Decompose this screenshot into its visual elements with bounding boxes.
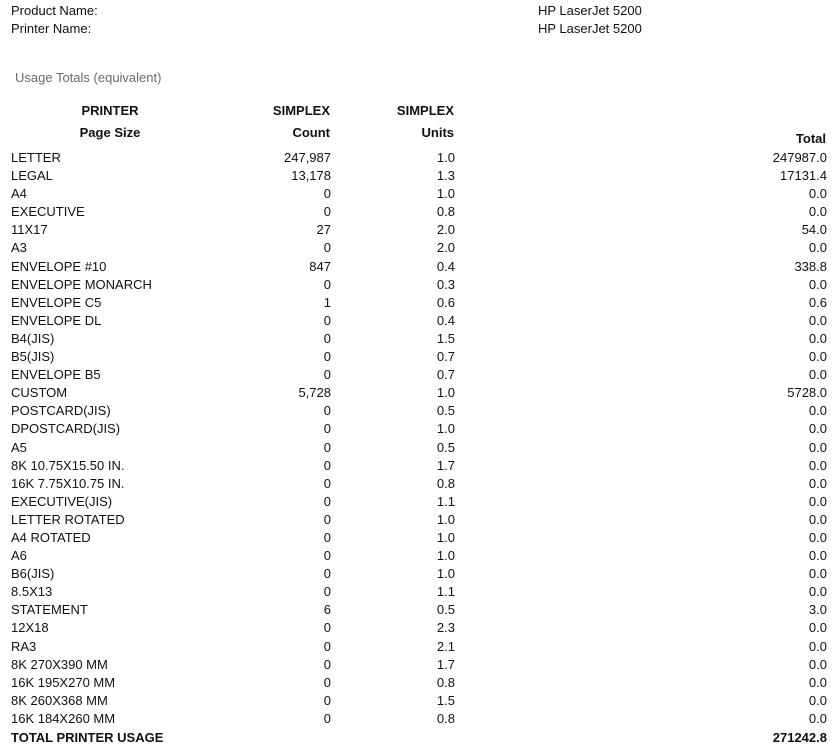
table-row — [0, 457, 840, 475]
table-row — [0, 221, 840, 239]
simplex-units-cell: 0.4 — [436, 258, 455, 274]
table-row — [0, 475, 840, 493]
table-row — [0, 511, 840, 529]
simplex-count-cell: 0 — [323, 186, 331, 202]
total-cell: 0.0 — [808, 620, 827, 636]
total-cell: 0.0 — [808, 312, 827, 328]
simplex-count-cell: 0 — [323, 421, 331, 437]
simplex-units-cell: 2.0 — [436, 240, 455, 256]
simplex-count-cell: 247,987 — [284, 150, 331, 165]
simplex-units-cell: 1.5 — [436, 330, 455, 346]
simplex-count-cell: 0 — [323, 457, 331, 473]
page-size-cell: ENVELOPE B5 — [11, 367, 101, 383]
simplex-units-cell: 0.8 — [436, 710, 455, 726]
table-row — [0, 638, 840, 656]
simplex-count-cell: 0 — [323, 330, 331, 346]
simplex-units-cell: 0.3 — [436, 276, 455, 292]
table-row — [0, 529, 840, 547]
simplex-units-cell: 1.1 — [436, 493, 455, 509]
simplex-units-cell: 1.0 — [436, 186, 455, 202]
header-page-size: Page Size — [79, 125, 141, 140]
total-cell: 0.0 — [808, 475, 827, 491]
usage-table — [0, 149, 840, 728]
simplex-units-cell: 1.0 — [436, 150, 455, 165]
page-size-cell: A4 ROTATED — [11, 529, 91, 545]
grand-total-label: TOTAL PRINTER USAGE — [11, 730, 164, 745]
simplex-count-cell: 0 — [323, 566, 331, 582]
total-cell: 0.0 — [808, 638, 827, 654]
page-size-cell: ENVELOPE #10 — [11, 258, 107, 274]
header-printer: PRINTER — [81, 103, 139, 118]
total-cell: 0.0 — [808, 493, 827, 509]
simplex-count-cell: 5,728 — [298, 385, 331, 401]
table-row — [0, 185, 840, 203]
product-name-label: Product Name: — [11, 3, 98, 18]
page-size-cell: 8K 270X390 MM — [11, 656, 108, 672]
page-size-cell: A6 — [11, 548, 27, 564]
total-cell: 17131.4 — [780, 168, 827, 184]
page-size-cell: 8K 10.75X15.50 IN. — [11, 457, 125, 473]
total-cell: 0.0 — [808, 330, 827, 346]
total-cell: 0.0 — [808, 349, 827, 365]
table-row — [0, 656, 840, 674]
page-size-cell: ENVELOPE C5 — [11, 294, 102, 310]
total-cell: 54.0 — [801, 222, 827, 238]
total-cell: 0.0 — [808, 367, 827, 383]
simplex-count-cell: 0 — [323, 548, 331, 564]
simplex-count-cell: 0 — [323, 529, 331, 545]
total-cell: 0.0 — [808, 584, 827, 600]
header-simplex-units-top: SIMPLEX — [396, 103, 454, 118]
simplex-units-cell: 0.7 — [436, 349, 455, 365]
simplex-count-cell: 0 — [323, 312, 331, 328]
simplex-units-cell: 1.0 — [436, 548, 455, 564]
table-row — [0, 366, 840, 384]
page-size-cell: ENVELOPE MONARCH — [11, 276, 152, 292]
simplex-count-cell: 0 — [323, 403, 331, 419]
total-cell: 0.0 — [808, 276, 827, 292]
page-size-cell: B5(JIS) — [11, 349, 55, 365]
simplex-count-cell: 847 — [309, 258, 331, 274]
header-count: Count — [292, 125, 330, 140]
table-row — [0, 619, 840, 637]
simplex-units-cell: 1.7 — [436, 457, 455, 473]
simplex-units-cell: 1.0 — [436, 566, 455, 582]
simplex-units-cell: 2.0 — [436, 222, 455, 238]
simplex-units-cell: 0.7 — [436, 367, 455, 383]
page-size-cell: LETTER ROTATED — [11, 511, 125, 527]
simplex-count-cell: 0 — [323, 367, 331, 383]
total-cell: 0.0 — [808, 566, 827, 582]
simplex-units-cell: 2.3 — [436, 620, 455, 636]
total-cell: 0.0 — [808, 240, 827, 256]
table-row — [0, 439, 840, 457]
page-size-cell: EXECUTIVE(JIS) — [11, 493, 113, 509]
total-cell: 0.0 — [808, 529, 827, 545]
page-size-cell: A3 — [11, 240, 27, 256]
simplex-count-cell: 0 — [323, 692, 331, 708]
simplex-units-cell: 0.8 — [436, 475, 455, 491]
total-cell: 0.0 — [808, 186, 827, 202]
table-row — [0, 710, 840, 728]
table-row — [0, 167, 840, 185]
table-row — [0, 203, 840, 221]
simplex-count-cell: 0 — [323, 439, 331, 455]
page-size-cell: POSTCARD(JIS) — [11, 403, 111, 419]
table-row — [0, 565, 840, 583]
simplex-units-cell: 1.7 — [436, 656, 455, 672]
table-row — [0, 402, 840, 420]
total-cell: 247987.0 — [772, 150, 827, 165]
table-row — [0, 294, 840, 312]
simplex-count-cell: 0 — [323, 638, 331, 654]
simplex-units-cell: 1.5 — [436, 692, 455, 708]
total-cell: 0.0 — [808, 674, 827, 690]
total-cell: 0.0 — [808, 204, 827, 220]
header-total: Total — [795, 131, 826, 146]
simplex-units-cell: 1.3 — [436, 168, 455, 184]
header-simplex-count-top: SIMPLEX — [272, 103, 330, 118]
section-title: Usage Totals (equivalent) — [15, 70, 162, 85]
simplex-units-cell: 0.5 — [436, 439, 455, 455]
table-row — [0, 601, 840, 619]
page-size-cell: RA3 — [11, 638, 37, 654]
page-size-cell: 11X17 — [11, 222, 48, 238]
table-row — [0, 312, 840, 330]
simplex-count-cell: 0 — [323, 475, 331, 491]
simplex-units-cell: 0.4 — [436, 312, 455, 328]
total-cell: 0.0 — [808, 656, 827, 672]
total-cell: 0.0 — [808, 548, 827, 564]
simplex-units-cell: 0.8 — [436, 204, 455, 220]
page-size-cell: EXECUTIVE — [11, 204, 85, 220]
total-cell: 338.8 — [794, 258, 827, 274]
simplex-count-cell: 0 — [323, 674, 331, 690]
page-size-cell: 12X18 — [11, 620, 49, 636]
page-size-cell: CUSTOM — [11, 385, 68, 401]
header-units: Units — [421, 125, 454, 140]
simplex-count-cell: 13,178 — [291, 168, 331, 184]
simplex-units-cell: 1.0 — [436, 421, 455, 437]
page-size-cell: ENVELOPE DL — [11, 312, 102, 328]
page-size-cell: A4 — [11, 186, 27, 202]
table-row — [0, 239, 840, 257]
printer-name-label: Printer Name: — [11, 21, 92, 36]
simplex-count-cell: 1 — [323, 294, 331, 310]
page-size-cell: 16K 7.75X10.75 IN. — [11, 475, 125, 491]
simplex-units-cell: 0.5 — [436, 602, 455, 618]
simplex-count-cell: 0 — [323, 349, 331, 365]
simplex-units-cell: 1.1 — [436, 584, 455, 600]
simplex-count-cell: 0 — [323, 710, 331, 726]
total-cell: 0.0 — [808, 692, 827, 708]
simplex-units-cell: 1.0 — [436, 385, 455, 401]
simplex-count-cell: 0 — [323, 584, 331, 600]
table-row — [0, 149, 840, 167]
total-cell: 0.0 — [808, 457, 827, 473]
table-row — [0, 384, 840, 402]
page-size-cell: STATEMENT — [11, 602, 88, 618]
table-row — [0, 493, 840, 511]
grand-total-value: 271242.8 — [772, 730, 827, 745]
page-size-cell: LEGAL — [11, 168, 53, 184]
product-name-value: HP LaserJet 5200 — [538, 3, 642, 18]
page-size-cell: LETTER — [11, 150, 61, 165]
simplex-count-cell: 0 — [323, 240, 331, 256]
simplex-count-cell: 0 — [323, 493, 331, 509]
simplex-units-cell: 0.8 — [436, 674, 455, 690]
table-row — [0, 547, 840, 565]
simplex-count-cell: 0 — [323, 511, 331, 527]
simplex-units-cell: 1.0 — [436, 529, 455, 545]
page-size-cell: 8.5X13 — [11, 584, 53, 600]
table-row — [0, 276, 840, 294]
table-row — [0, 420, 840, 438]
simplex-count-cell: 0 — [323, 276, 331, 292]
page-size-cell: B4(JIS) — [11, 330, 55, 346]
page-size-cell: A5 — [11, 439, 27, 455]
simplex-count-cell: 0 — [323, 656, 331, 672]
table-row — [0, 330, 840, 348]
table-row — [0, 348, 840, 366]
simplex-count-cell: 0 — [323, 620, 331, 636]
simplex-units-cell: 1.0 — [436, 511, 455, 527]
table-row — [0, 258, 840, 276]
total-cell: 3.0 — [808, 602, 827, 618]
page-size-cell: B6(JIS) — [11, 566, 55, 582]
simplex-count-cell: 6 — [323, 602, 331, 618]
table-row — [0, 692, 840, 710]
simplex-units-cell: 0.6 — [436, 294, 455, 310]
total-cell: 0.0 — [808, 421, 827, 437]
total-cell: 0.0 — [808, 710, 827, 726]
page-size-cell: 16K 184X260 MM — [11, 710, 116, 726]
simplex-count-cell: 0 — [323, 204, 331, 220]
simplex-units-cell: 0.5 — [436, 403, 455, 419]
total-cell: 0.0 — [808, 511, 827, 527]
table-row — [0, 583, 840, 601]
total-cell: 0.6 — [808, 294, 827, 310]
page-size-cell: DPOSTCARD(JIS) — [11, 421, 121, 437]
page-size-cell: 8K 260X368 MM — [11, 692, 108, 708]
simplex-units-cell: 2.1 — [436, 638, 455, 654]
total-cell: 0.0 — [808, 439, 827, 455]
table-row — [0, 674, 840, 692]
simplex-count-cell: 27 — [316, 222, 331, 238]
printer-name-value: HP LaserJet 5200 — [538, 21, 642, 36]
total-cell: 5728.0 — [787, 385, 827, 401]
page-size-cell: 16K 195X270 MM — [11, 674, 116, 690]
total-cell: 0.0 — [808, 403, 827, 419]
